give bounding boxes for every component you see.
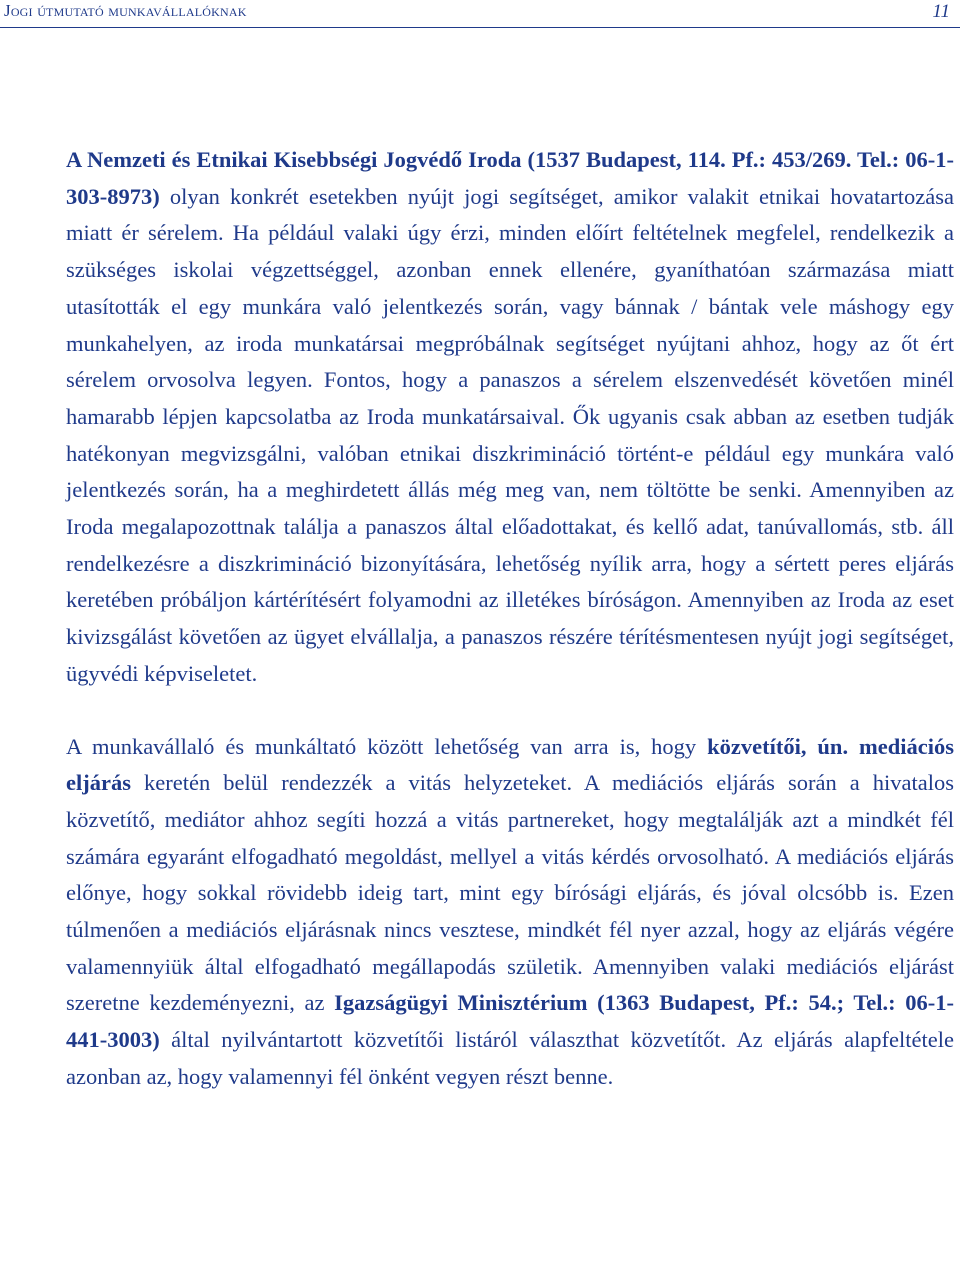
header-divider (0, 27, 960, 28)
paragraph-text: által nyilvántartott közvetítői listáról választhat közvetítőt. Az eljárás alapfeltétele azonban az, hogy valamennyi fél önként vegyen részt benne. (66, 1027, 954, 1089)
paragraph-nekijogvedo (66, 142, 954, 693)
paragraph-text: keretén belül rendezzék a vitás helyzeteket. A mediációs eljárás során a hivatalos közvetítő, mediátor ahhoz segíti hozzá a vitás partnereket, hogy megtalálják azt a mindkét fél számára egyaránt elfogadható megoldást, mellyel a vitás kérdés orvosolható. A mediációs eljárás előnye, hogy sokkal rövidebb ideig tart, mint egy bírósági eljárás, és jóval olcsóbb is. Ezen túlmenően a mediációs eljárásnak nincs vesztese, mindkét fél nyer azzal, hogy az eljárás végére valamennyiük által elfogadható megállapodás születik. Amennyiben valaki mediációs eljárást szeretne kezdeményezni, az (66, 770, 954, 1016)
paragraph-text: olyan konkrét esetekben nyújt jogi segítséget, amikor valakit etnikai hovatartozása miatt ér sérelem. Ha például valaki úgy érzi, minden előírt feltételnek megfelel, rendelkezik a szükséges iskolai végzettséggel, azonban ennek ellenére, gyaníthatóan származása miatt utasították el egy munkára való jelentkezés során, vagy bánnak / bántak vele máshogy egy munkahelyen, az iroda munkatársai megpróbálnak segítséget nyújtani ahhoz, hogy az őt ért sérelem orvosolva legyen. Fontos, hogy a panaszos a sérelem elszenvedését követően minél hamarabb lépjen kapcsolatba az Iroda munkatársaival. Ők ugyanis csak abban az esetben tudják hatékonyan megvizsgálni, valóban etnikai diszkrimináció történt-e például egy munkára való jelentkezés során, ha a meghirdetett állás még meg van, nem töltötte be senki. Amennyiben az Iroda megalapozottnak találja a panaszos által előadottakat, és kellő adat, tanúvallomás, stb. áll rendelkezésre a diszkrimináció bizonyítására, lehetőség nyílik arra, hogy a sértett peres eljárás keretében próbáljon kártérítésért folyamodni az illetékes bíróságon. Amennyiben az Iroda az eset kivizsgálást követően az ügyet elvállalja, a panaszos részére térítésmentesen nyújt jogi segítséget, ügyvédi képviseletet. (66, 183, 954, 686)
page-number: 11 (932, 1, 950, 22)
paragraph-bold-text: Igazságügyi Minisztérium (1363 Budapest, Pf.: 54.; Tel.: 06-1-441-3003) (66, 990, 954, 1053)
running-title: Jogi útmutató munkavállalóknak (4, 1, 247, 20)
paragraph-mediation (66, 729, 954, 1096)
page-header (0, 0, 960, 24)
paragraph-text: A munkavállaló és munkáltató között lehetőség van arra is, hogy (66, 733, 708, 759)
page-body (66, 142, 954, 1096)
paragraph-bold-text: közvetítői, ún. mediációs eljárás (66, 733, 954, 796)
paragraph-bold-text: A Nemzeti és Etnikai Kisebbségi Jogvédő Iroda (1537 Budapest, 114. Pf.: 453/269. Tel.: 06-1-303-8973) (66, 147, 954, 209)
